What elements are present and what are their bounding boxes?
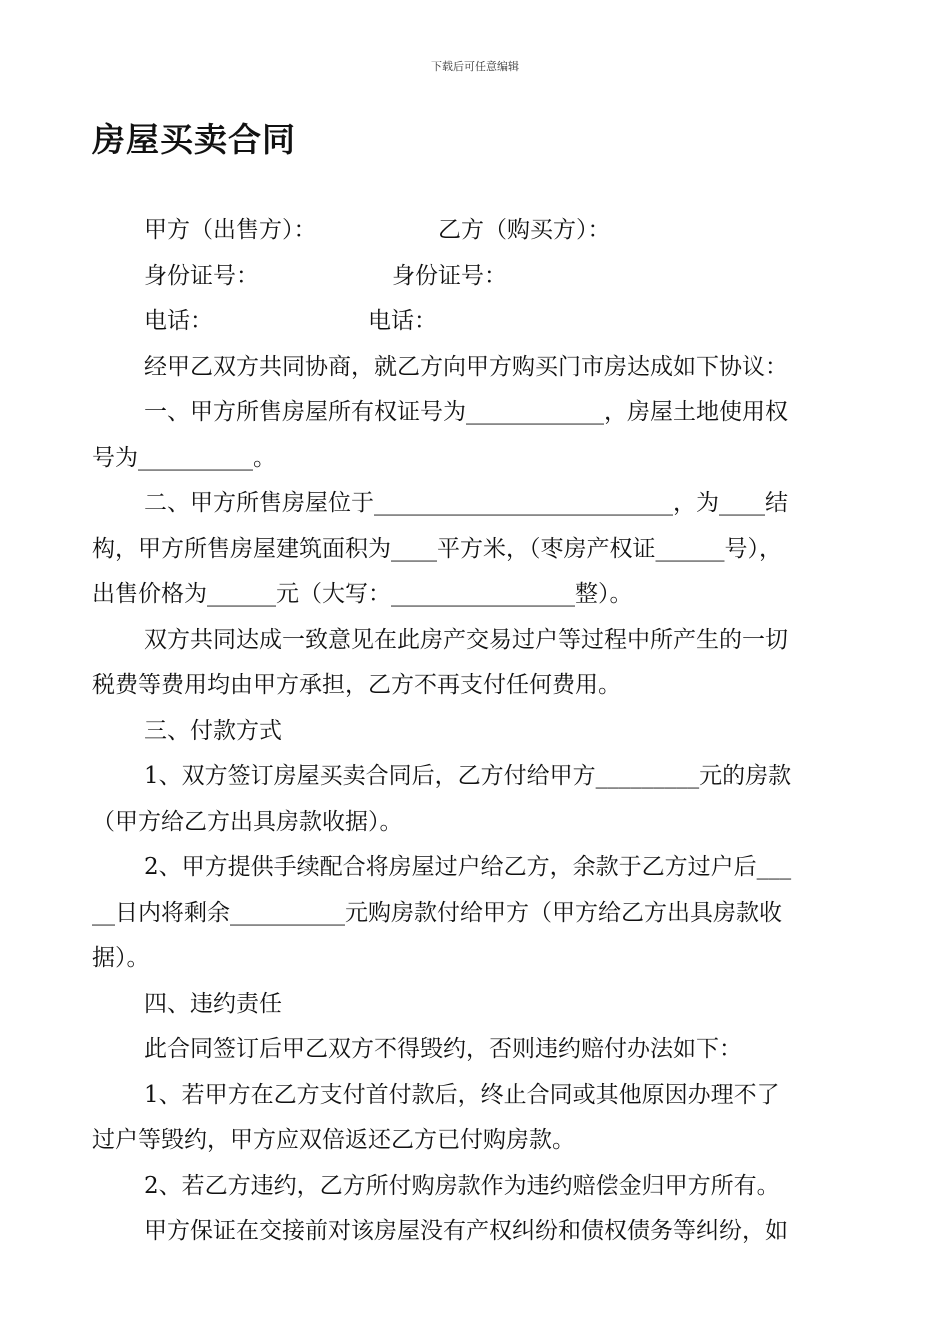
paragraph-line: 双方共同达成一致意见在此房产交易过户等过程中所产生的一切 [144,626,788,653]
phone-a-label: 电话： [144,308,213,334]
paragraph-line: 2、若乙方违约，乙方所付购房款作为违约赔偿金归甲方所有。 [144,1172,780,1199]
document-title: 房屋买卖合同 [92,120,296,159]
paragraph-line: 经甲乙双方共同协商，就乙方向甲方购买门市房达成如下协议： [144,353,788,380]
paragraph-line: 过户等毁约，甲方应双倍返还乙方已付购房款。 [92,1127,575,1153]
contract-body [92,208,867,1255]
paragraph-line: 甲方保证在交接前对该房屋没有产权纠纷和债权债务等纠纷，如 [144,1218,788,1244]
paragraph-line: 号为__________。 [92,444,276,471]
paragraph-line: 此合同签订后甲乙双方不得毁约，否则违约赔付办法如下： [144,1036,742,1062]
id-row [92,254,867,300]
page-header: 下载后可任意编辑 [431,60,519,73]
paragraph-line: 出售价格为______元（大写：________________整）。 [92,581,633,607]
party-a-label: 甲方（出售方）： [144,217,317,243]
paragraph-line: __日内将剩余__________元购房款付给甲方（甲方给乙方出具房款收 [92,899,782,926]
paragraph-line: 据）。 [92,945,150,971]
id-b-label: 身份证号： [392,262,507,289]
section-heading: 四、违约责任 [144,990,282,1017]
paragraph-line: 税费等费用均由甲方承担，乙方不再支付任何费用。 [92,672,621,698]
party-b-label: 乙方（购买方）： [438,217,611,243]
phone-row [92,299,867,345]
party-names-row [92,208,867,254]
phone-b-label: 电话： [368,308,437,334]
section-heading: 三、付款方式 [144,717,282,744]
paragraph-line: 构，甲方所售房屋建筑面积为____平方米，（枣房产权证______号）， [92,535,782,562]
paragraph-line: 1、若甲方在乙方支付首付款后，终止合同或其他原因办理不了 [144,1081,780,1108]
paragraph-line: （甲方给乙方出具房款收据）。 [92,808,403,835]
paragraph-line: 1、双方签订房屋买卖合同后，乙方付给甲方_________元的房款 [144,763,792,789]
id-a-label: 身份证号： [144,262,259,289]
paragraph-line: 二、甲方所售房屋位于__________________________，为____结 [144,490,788,516]
paragraph-line: 2、甲方提供手续配合将房屋过户给乙方，余款于乙方过户后___ [144,854,792,880]
paragraph-line: 一、甲方所售房屋所有权证号为____________，房屋土地使用权 [144,399,788,425]
